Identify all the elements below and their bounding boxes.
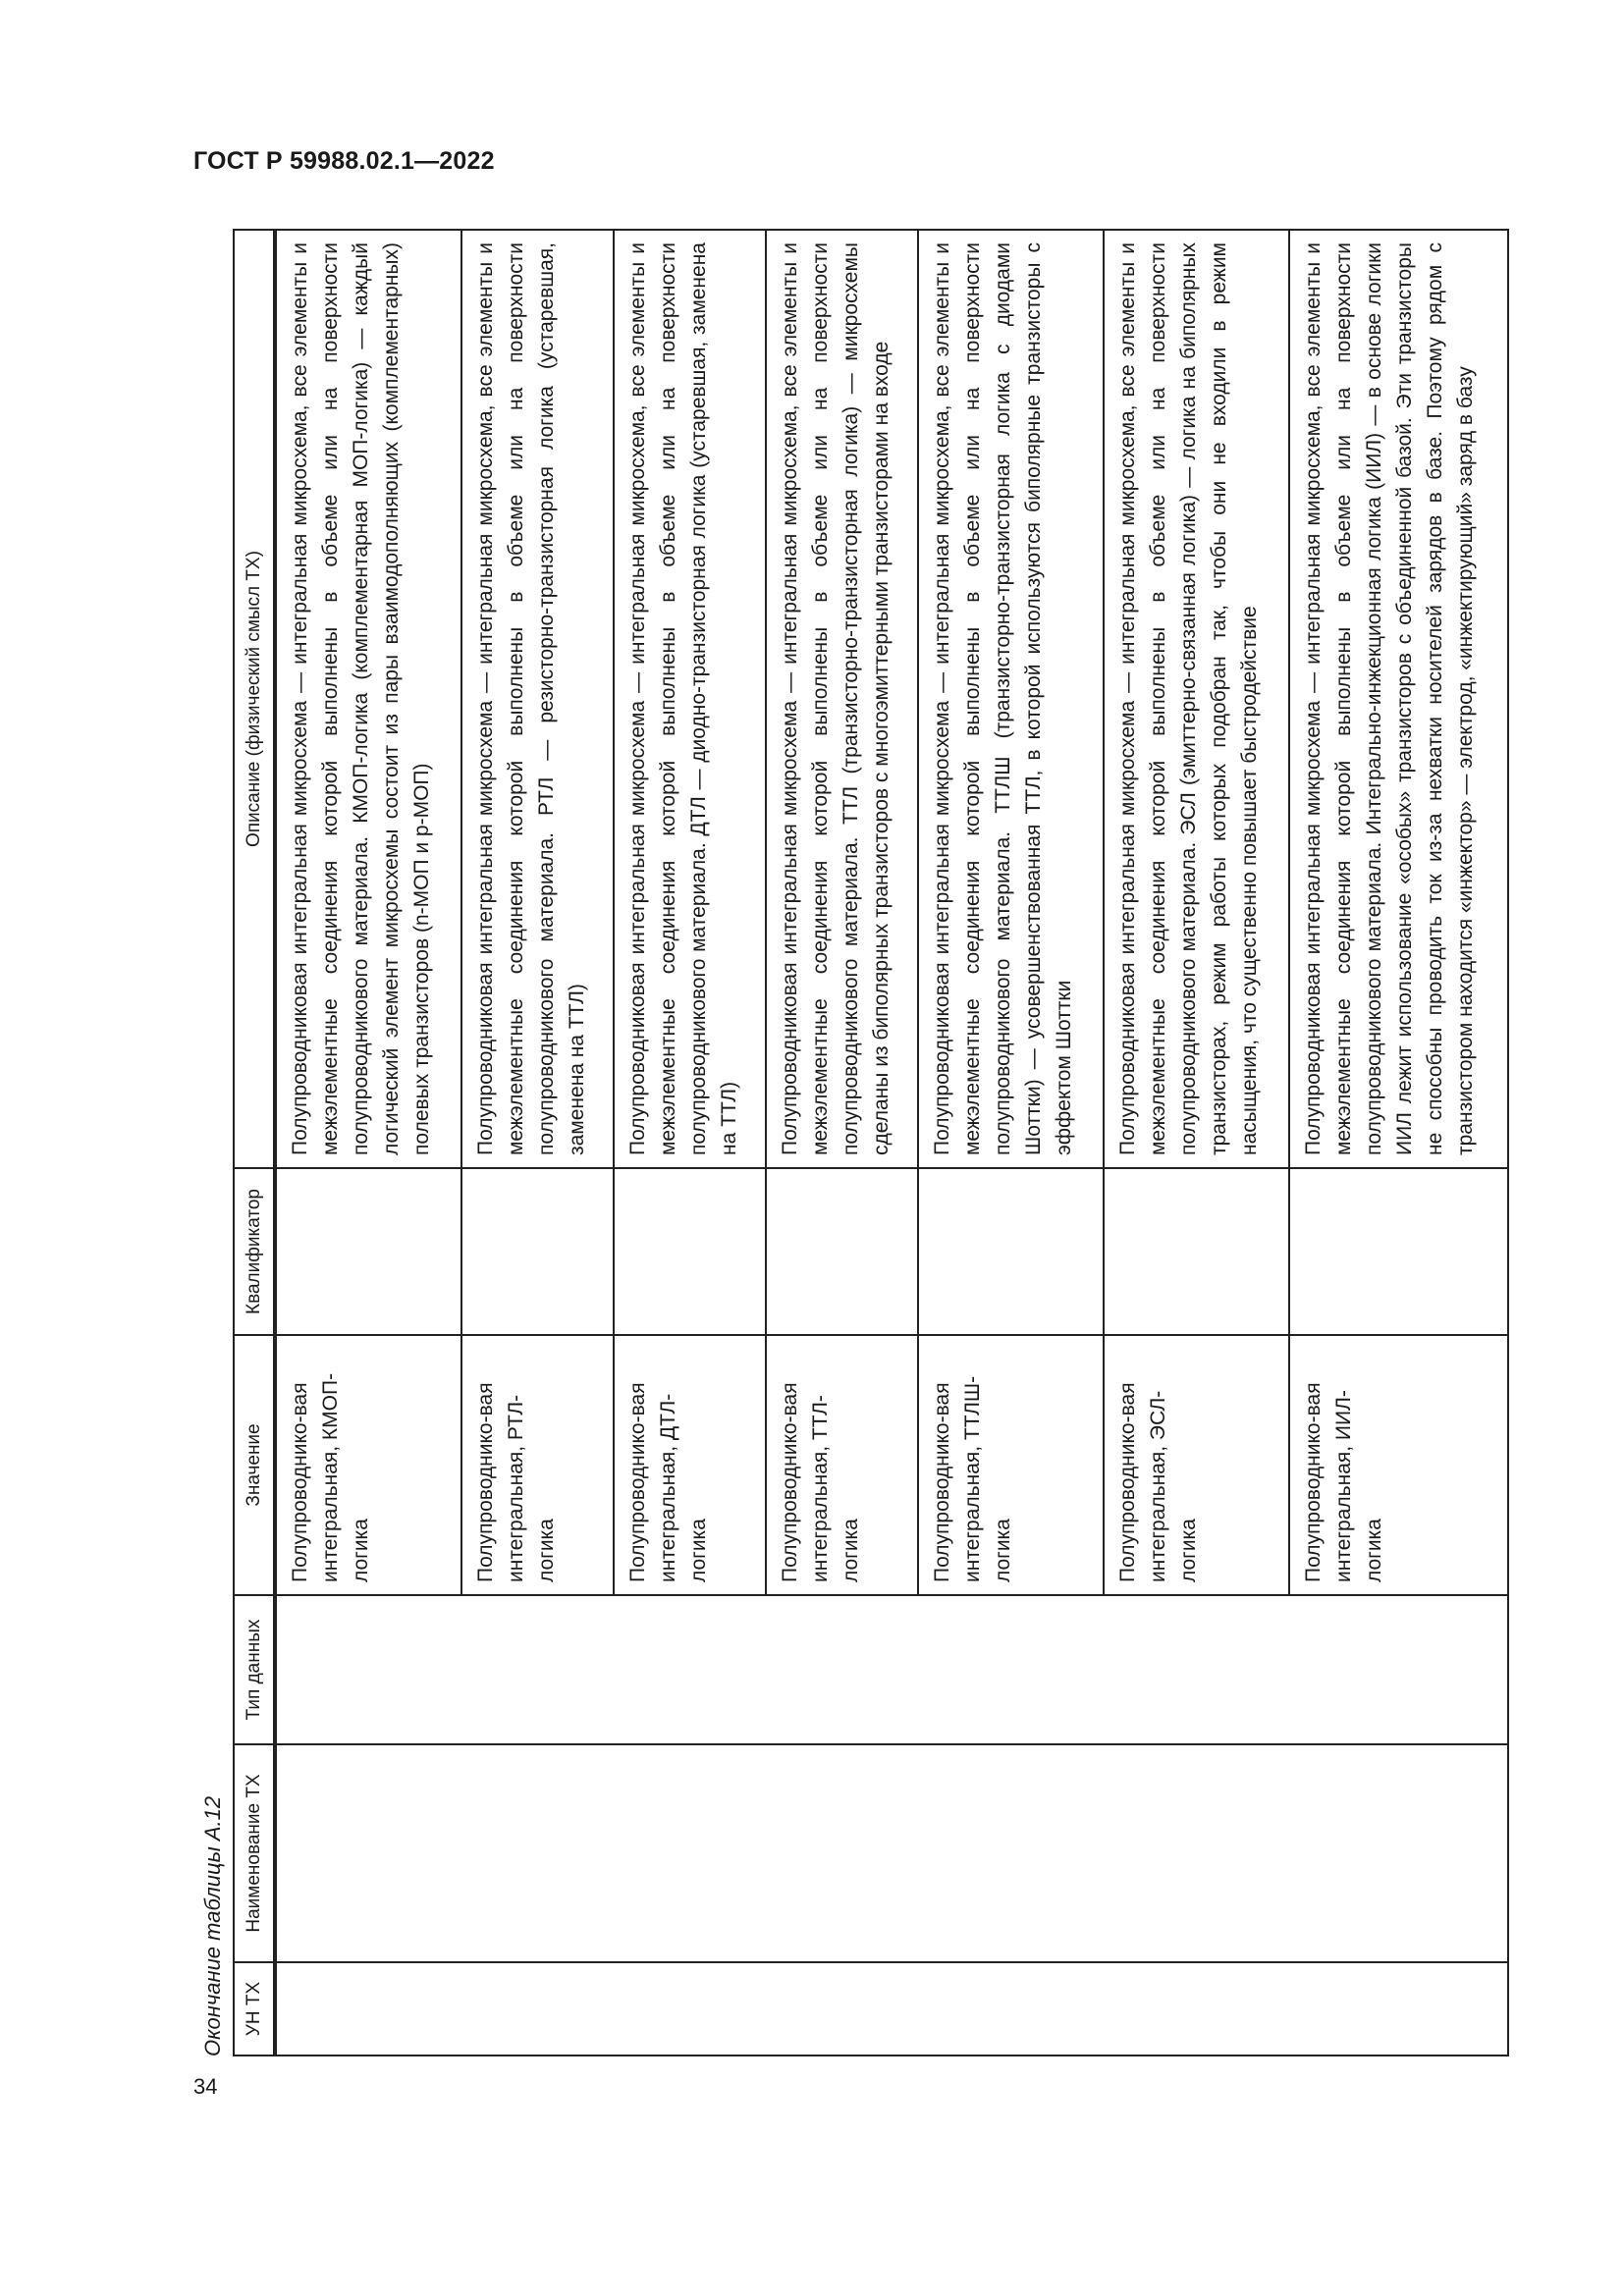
cell-data-type bbox=[276, 1595, 1508, 1744]
column-header-value: Значение bbox=[234, 1335, 274, 1595]
column-header-data-type: Тип данных bbox=[234, 1595, 274, 1744]
table-header-row bbox=[234, 230, 274, 2056]
cell-value: Полупроводнико-вая интегральная, КМОП-логика bbox=[276, 1335, 461, 1595]
cell-un-tx bbox=[276, 1962, 1508, 2056]
column-header-un-tx: УН ТХ bbox=[234, 1962, 274, 2056]
cell-value: Полупроводнико-вая интегральная, ДТЛ-логика bbox=[614, 1335, 766, 1595]
rotated-table-block bbox=[193, 231, 1509, 2056]
column-header-name-tx: Наименование ТХ bbox=[234, 1744, 274, 1962]
column-header-description: Описание (физический смысл ТХ) bbox=[234, 230, 274, 1168]
cell-description: Полупроводниковая интегральная микросхема — интегральная микросхема, все элементы и межэлементные соединения которой выполнены в объеме или на поверхности полупроводникового материала. Интегрально-инжекционная логика (ИИЛ) — в основе логики ИИЛ лежит использование «особых» транзисторов с объединенной базой. Эти транзисторы не способны проводить ток из-за нехватки носителей зарядов в базе. Поэтому рядом с транзистором находится «инжектор» — электрод, «инжектирующий» заряд в базу bbox=[1289, 230, 1508, 1168]
document-header: ГОСТ Р 59988.02.1—2022 bbox=[193, 147, 495, 175]
page-number: 34 bbox=[193, 2074, 218, 2099]
cell-description: Полупроводниковая интегральная микросхема — интегральная микросхема, все элементы и межэлементные соединения которой выполнены в объеме или на поверхности полупроводникового материала. ЭСЛ (эмиттерно-связанная логика) — логика на биполярных транзисторах, режим работы которых подобран так, чтобы они не входили в режим насыщения, что существенно повышает быстродействие bbox=[1104, 230, 1289, 1168]
cell-qualifier bbox=[918, 1168, 1104, 1335]
cell-value: Полупроводнико-вая интегральная, ТТЛШ-логика bbox=[918, 1335, 1104, 1595]
table-caption: Окончание таблицы А.12 bbox=[200, 1795, 225, 2056]
cell-description: Полупроводниковая интегральная микросхема — интегральная микросхема, все элементы и межэлементные соединения которой выполнены в объеме или на поверхности полупроводникового материала. ТТЛШ (транзисторно-транзисторная логика с диодами Шоттки) — усовершенствованная ТТЛ, в которой используются биполярные транзисторы с эффектом Шоттки bbox=[918, 230, 1104, 1168]
cell-description: Полупроводниковая интегральная микросхема — интегральная микросхема, все элементы и межэлементные соединения которой выполнены в объеме или на поверхности полупроводникового материала. КМОП-логика (комплементарная МОП-логика) — каждый логический элемент микросхемы состоит из пары взаимодополняющих (комплементарных) полевых транзисторов (n-МОП и p-МОП) bbox=[276, 230, 461, 1168]
cell-qualifier bbox=[1289, 1168, 1508, 1335]
table-row bbox=[276, 230, 461, 2056]
cell-description: Полупроводниковая интегральная микросхема — интегральная микросхема, все элементы и межэлементные соединения которой выполнены в объеме или на поверхности полупроводникового материала. ДТЛ — диодно-транзисторная логика (устаревшая, заменена на ТТЛ) bbox=[614, 230, 766, 1168]
cell-value: Полупроводнико-вая интегральная, ИИЛ-логика bbox=[1289, 1335, 1508, 1595]
cell-value: Полупроводнико-вая интегральная, ЭСЛ-логика bbox=[1104, 1335, 1289, 1595]
cell-name-tx bbox=[276, 1744, 1508, 1962]
cell-qualifier bbox=[276, 1168, 461, 1335]
cell-qualifier bbox=[1104, 1168, 1289, 1335]
rotated-table-area bbox=[193, 231, 1509, 2056]
characteristics-table bbox=[233, 229, 1509, 2056]
column-header-qualifier: Квалификатор bbox=[234, 1168, 274, 1335]
cell-qualifier bbox=[461, 1168, 614, 1335]
cell-value: Полупроводнико-вая интегральная, РТЛ-логика bbox=[461, 1335, 614, 1595]
cell-description: Полупроводниковая интегральная микросхема — интегральная микросхема, все элементы и межэлементные соединения которой выполнены в объеме или на поверхности полупроводникового материала. ТТЛ (транзисторно-транзисторная логика) — микросхемы сделаны из биполярных транзисторов с многоэмиттерными транзисторами на входе bbox=[766, 230, 918, 1168]
cell-qualifier bbox=[614, 1168, 766, 1335]
cell-qualifier bbox=[766, 1168, 918, 1335]
cell-value: Полупроводнико-вая интегральная, ТТЛ-логика bbox=[766, 1335, 918, 1595]
cell-description: Полупроводниковая интегральная микросхема — интегральная микросхема, все элементы и межэлементные соединения которой выполнены в объеме или на поверхности полупроводникового материала. РТЛ — резисторно-транзисторная логика (устаревшая, заменена на ТТЛ) bbox=[461, 230, 614, 1168]
